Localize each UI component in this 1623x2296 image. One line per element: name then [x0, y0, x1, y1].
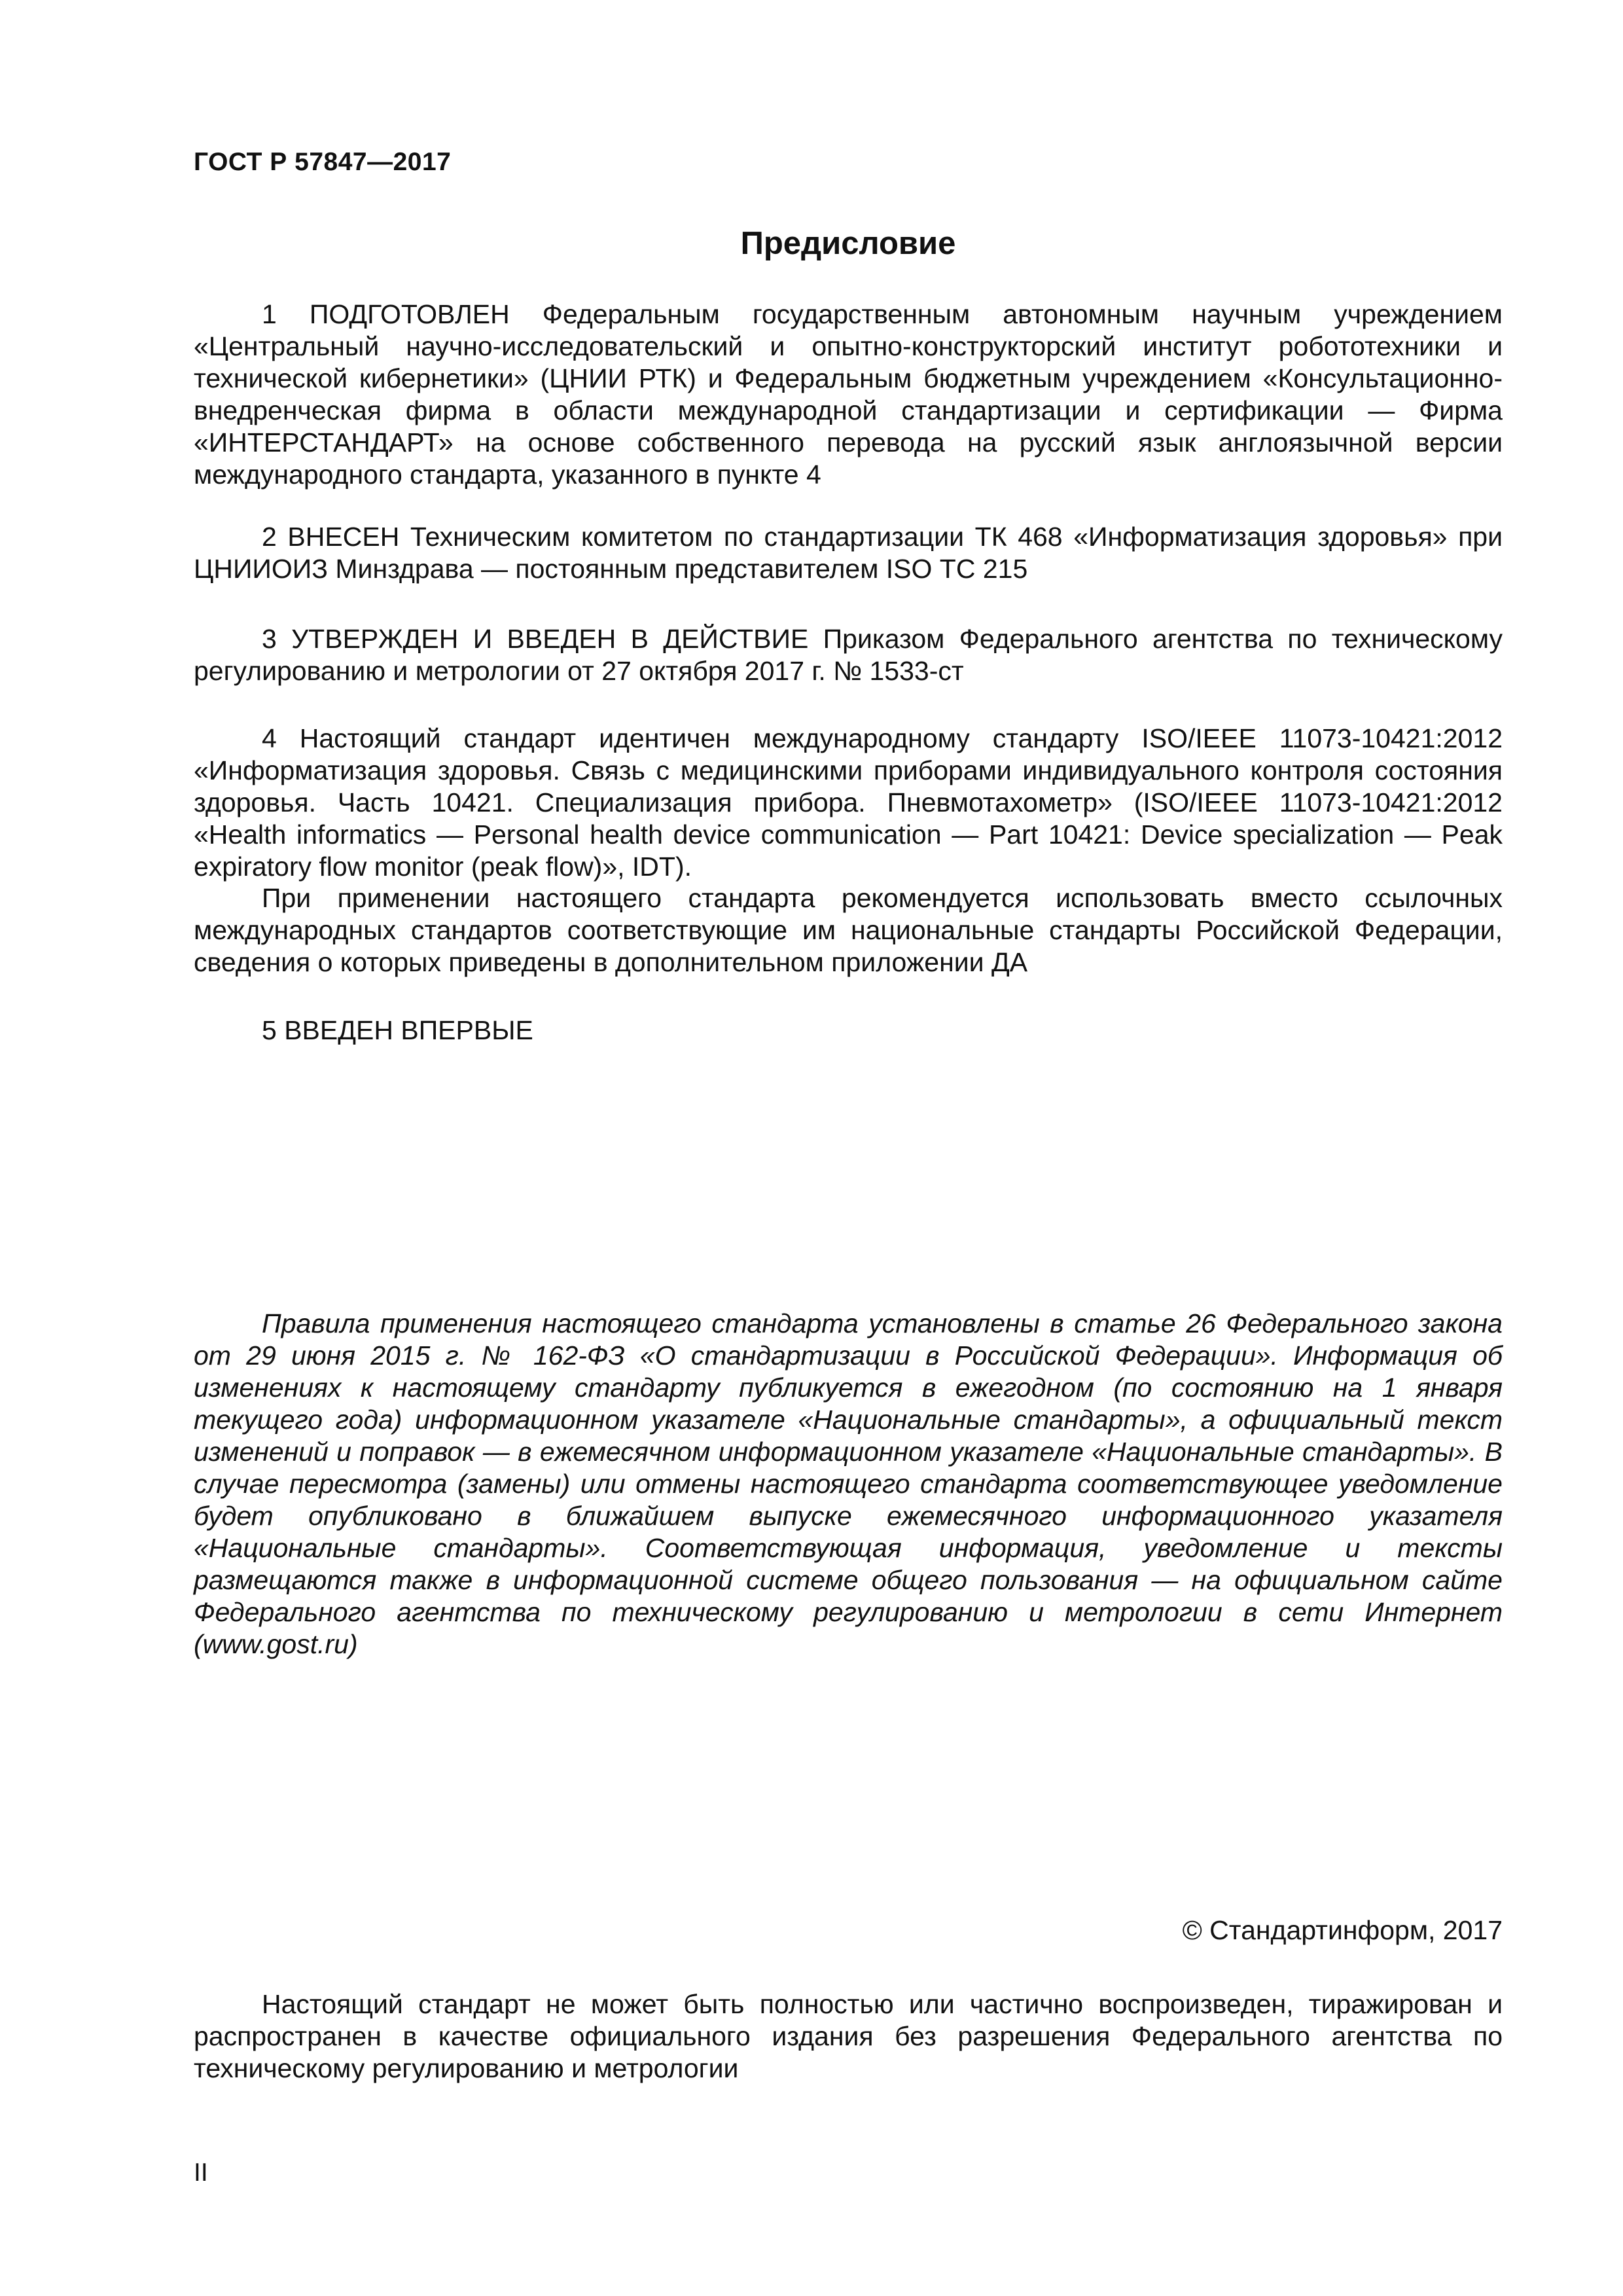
- page-number: II: [194, 2159, 208, 2187]
- reproduction-notice: Настоящий стандарт не может быть полностью или частично воспроизведен, тиражирован и распространен в качестве официального издания без разрешения Федерального агентства по техническому регулированию и метрологии: [194, 1989, 1503, 2083]
- foreword-item-4-note: При применении настоящего стандарта рекомендуется использовать вместо ссылочных международных стандартов соответствующие им национальные стандарты Российской Федерации, сведения о которых приведены в дополнительном приложении ДА: [194, 883, 1503, 977]
- copyright-line: © Стандартинформ, 2017: [1182, 1915, 1503, 1945]
- foreword-item-3: 3 УТВЕРЖДЕН И ВВЕДЕН В ДЕЙСТВИЕ Приказом Федерального агентства по техническому регулированию и метрологии от 27 октября 2017 г. № 1533-ст: [194, 624, 1503, 686]
- foreword-item-4: 4 Настоящий стандарт идентичен международному стандарту ISO/IEEE 11073-10421:2012 «Информатизация здоровья. Связь с медицинскими приборами индивидуального контроля состояния здоровья. Часть 10421. Специализация прибора. Пневмотахометр» (ISO/IEEE 11073-10421:2012 «Health informatics — Personal health device communication — Part 10421: Device specialization — Peak expiratory flow monitor (peak flow)», IDT).: [194, 723, 1503, 882]
- foreword-item-2: 2 ВНЕСЕН Техническим комитетом по стандартизации ТК 468 «Информатизация здоровья» при ЦНИИОИЗ Минздрава — постоянным представителем ISO ТС 215: [194, 522, 1503, 584]
- foreword-item-5: 5 ВВЕДЕН ВПЕРВЫЕ: [262, 1015, 533, 1045]
- standard-code-header: ГОСТ Р 57847—2017: [194, 148, 452, 176]
- foreword-item-1: 1 ПОДГОТОВЛЕН Федеральным государственным автономным научным учреждением «Центральный научно-исследовательский и опытно-конструкторский институт робототехники и технической кибернетики» (ЦНИИ РТК) и Федеральным бюджетным учреждением «Консультационно-внедренческая фирма в области международной стандартизации и сертификации — Фирма «ИНТЕРСТАНДАРТ» на основе собственного перевода на русский язык англоязычной версии международного стандарта, указанного в пункте 4: [194, 299, 1503, 490]
- rules-notice: Правила применения настоящего стандарта установлены в статье 26 Федерального закона от 29 июня 2015 г. № 162-ФЗ «О стандартизации в Российской Федерации». Информация об изменениях к настоящему стандарту публикуется в ежегодном (по состоянию на 1 января текущего года) информационном указателе «Национальные стандарты», а официальный текст изменений и поправок — в ежемесячном информационном указателе «Национальные стандарты». В случае пересмотра (замены) или отмены настоящего стандарта соответствующее уведомление будет опубликовано в ближайшем выпуске ежемесячного информационного указателя «Национальные стандарты». Соответствующая информация, уведомление и тексты размещаются также в информационной системе общего пользования — на официальном сайте Федерального агентства по техническому регулированию и метрологии в сети Интернет (www.gost.ru): [194, 1308, 1503, 1659]
- page-title: Предисловие: [740, 226, 956, 261]
